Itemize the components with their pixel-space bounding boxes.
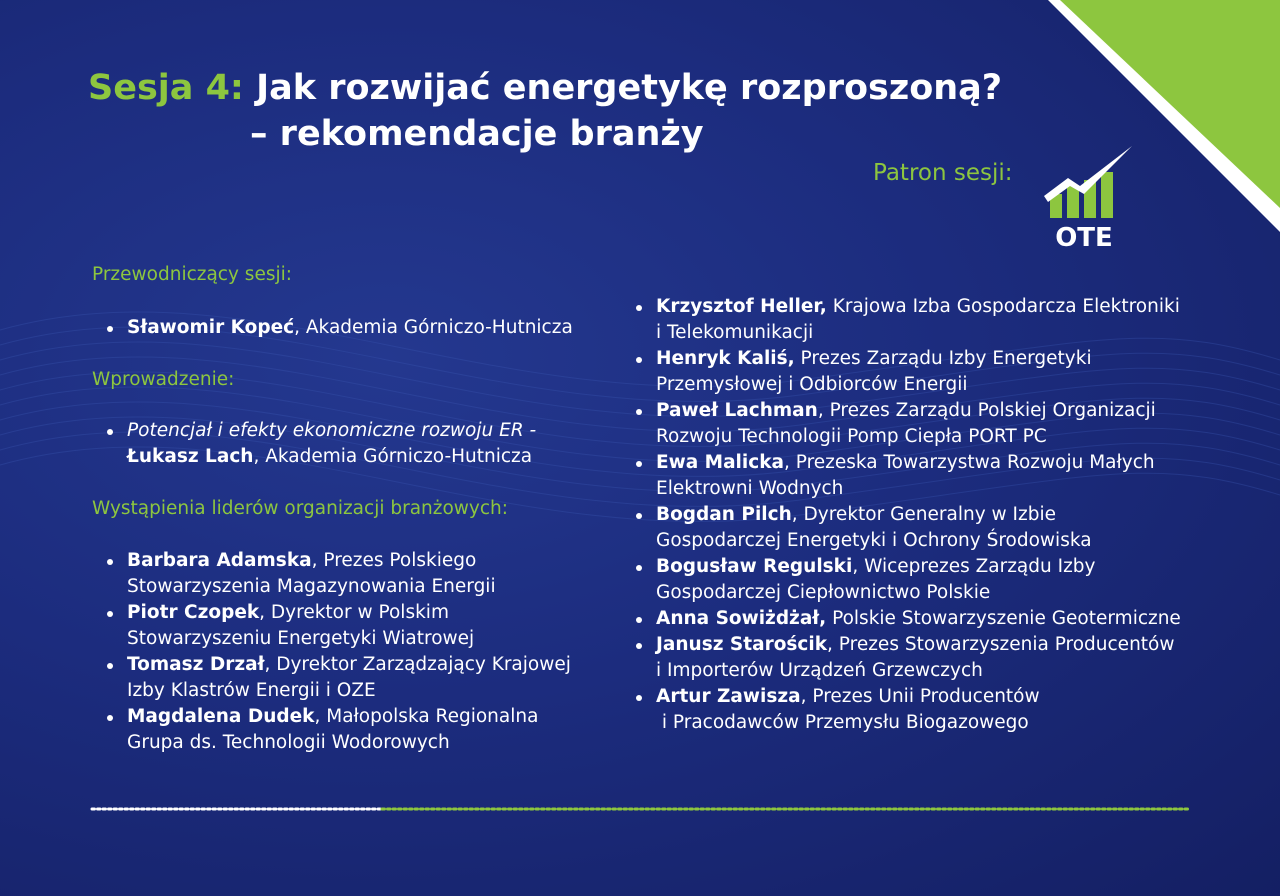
speaker-role: , Dyrektor Zarządzający Krajowej (264, 654, 571, 675)
speaker-name: Bogusław Regulski (656, 556, 853, 577)
leaders-list-left (92, 548, 592, 756)
speaker-org: Stowarzyszeniu Energetyki Wiatrowej (127, 628, 475, 649)
speaker-role: Prezes Zarządu Izby Energetyki (794, 348, 1092, 369)
speaker-org: Gospodarczej Energetyki i Ochrony Środowiska (656, 530, 1092, 551)
session-title-line2: – rekomendacje branży (250, 114, 704, 154)
leaders-list-right (621, 294, 1221, 736)
speaker-name: Magdalena Dudek (127, 706, 315, 727)
speaker-name: Anna Sowiżdżał, (656, 608, 827, 629)
speaker-org: i Pracodawców Przemysłu Biogazowego (656, 712, 1029, 733)
speaker-org: Elektrowni Wodnych (656, 478, 844, 499)
speaker-name: Henryk Kaliś, (656, 348, 795, 369)
speaker-org: Rozwoju Technologii Pomp Ciepła PORT PC (656, 426, 1047, 447)
list-item (92, 652, 592, 704)
list-item (92, 315, 592, 341)
ote-logo (1040, 142, 1136, 252)
speaker-role: , Prezes Unii Producentów (800, 686, 1040, 707)
list-item (92, 418, 592, 470)
list-item (621, 632, 1221, 684)
chair-name: Sławomir Kopeć (127, 317, 295, 338)
speaker-role: , Wiceprezes Zarządu Izby (852, 556, 1096, 577)
list-item (621, 502, 1221, 554)
chair-affiliation: , Akademia Górniczo-Hutnicza (294, 317, 573, 338)
speaker-role: , Małopolska Regionalna (314, 706, 539, 727)
list-item (621, 450, 1221, 502)
speaker-name: Artur Zawisza (656, 686, 801, 707)
session-title-line1: Jak rozwijać energetykę rozproszoną? (256, 68, 1003, 108)
speaker-role: , Prezes Zarządu Polskiej Organizacji (817, 400, 1156, 421)
speaker-org: Przemysłowej i Odbiorców Energii (656, 374, 968, 395)
speaker-role: Krajowa Izba Gospodarcza Elektroniki (826, 296, 1180, 317)
speaker-name: Piotr Czopek (127, 602, 260, 623)
speaker-role: , Prezeska Towarzystwa Rozwoju Małych (783, 452, 1155, 473)
list-item (621, 398, 1221, 450)
intro-affiliation: , Akademia Górniczo-Hutnicza (253, 446, 533, 467)
chair-list (92, 315, 592, 341)
list-item (621, 606, 1221, 632)
speaker-name: Paweł Lachman (656, 400, 818, 421)
session-label: Sesja 4: (88, 68, 244, 108)
speaker-name: Krzysztof Heller, (656, 296, 827, 317)
dotted-divider (90, 806, 1190, 812)
speaker-org: Stowarzyszenia Magazynowania Energii (127, 576, 496, 597)
list-item (92, 548, 592, 600)
speaker-role: , Dyrektor w Polskim (259, 602, 449, 623)
list-item (621, 294, 1221, 346)
list-item (92, 704, 592, 756)
list-item (92, 600, 592, 652)
speaker-org: Grupa ds. Technologii Wodorowych (127, 732, 450, 753)
intro-heading: Wprowadzenie: (92, 369, 235, 390)
speaker-role: Polskie Stowarzyszenie Geotermiczne (826, 608, 1181, 629)
session-title (88, 66, 1003, 154)
ote-logo-text: OTE (1055, 223, 1113, 252)
list-item (621, 684, 1221, 736)
intro-list (92, 418, 592, 470)
speaker-name: Ewa Malicka (656, 452, 784, 473)
intro-topic: Potencjał i efekty ekonomiczne rozwoju ER - (127, 420, 537, 441)
speaker-org: i Importerów Urządzeń Grzewczych (656, 660, 983, 681)
list-item (621, 346, 1221, 398)
speaker-role: , Dyrektor Generalny w Izbie (791, 504, 1056, 525)
speaker-org: i Telekomunikacji (656, 322, 814, 343)
speaker-role: , Prezes Polskiego (311, 550, 477, 571)
leaders-heading: Wystąpienia liderów organizacji branżowych: (92, 498, 508, 519)
list-item (621, 554, 1221, 606)
speaker-name: Janusz Starościk (656, 634, 828, 655)
speaker-name: Bogdan Pilch (656, 504, 792, 525)
speaker-org: Gospodarczej Ciepłownictwo Polskie (656, 582, 991, 603)
chair-heading: Przewodniczący sesji: (92, 264, 292, 285)
intro-speaker: Łukasz Lach (127, 446, 254, 467)
speaker-name: Tomasz Drzał (127, 654, 265, 675)
speaker-role: , Prezes Stowarzyszenia Producentów (827, 634, 1175, 655)
speaker-org: Izby Klastrów Energii i OZE (127, 680, 376, 701)
patron-label: Patron sesji: (873, 160, 1013, 186)
speaker-name: Barbara Adamska (127, 550, 312, 571)
